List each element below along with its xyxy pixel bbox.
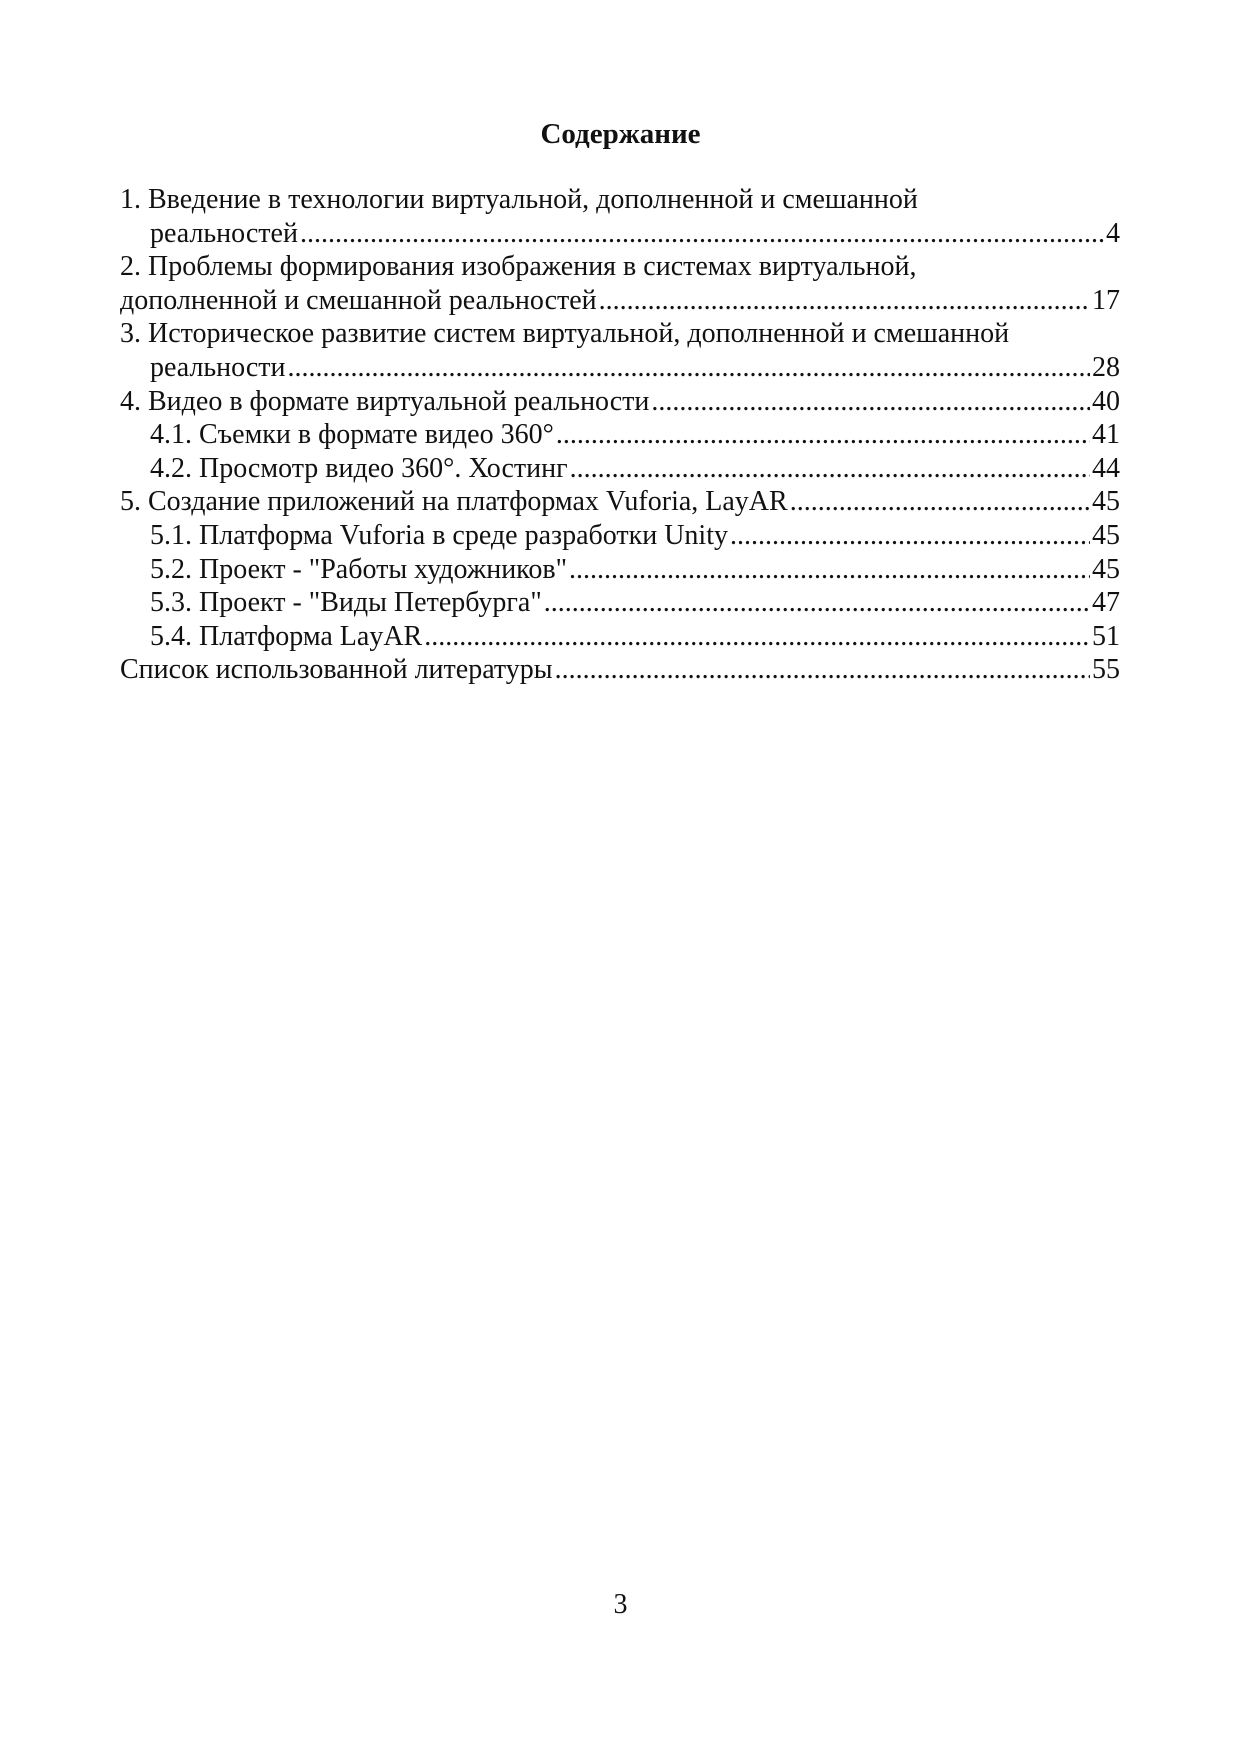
dot-leader [790,485,1090,519]
toc-entry[interactable] [120,183,1120,250]
dot-leader [570,452,1090,486]
toc-entry[interactable] [120,385,1120,419]
toc-entry[interactable] [120,250,1120,317]
dot-leader [288,351,1090,385]
toc-subentry[interactable] [120,418,1120,452]
toc-page-number: 44 [1092,452,1120,484]
toc-entry-line: 5.1. Платформа Vuforia в среде разработки Unity [150,519,728,551]
toc-subentry[interactable] [120,586,1120,620]
toc-entry-line: 3. Историческое развитие систем виртуальной, дополненной и смешанной [120,318,1010,350]
toc-page-number: 41 [1092,419,1120,451]
dot-leader [555,653,1090,687]
toc-subentry[interactable] [120,452,1120,486]
toc-page-number: 45 [1092,519,1120,551]
toc-page-number: 47 [1092,587,1120,619]
toc-entry-line: реальностей [150,217,298,249]
toc-entry-line: 5.3. Проект - "Виды Петербурга" [150,587,542,619]
toc-page-number: 17 [1092,284,1120,316]
toc-subentry[interactable] [120,519,1120,553]
toc-entry[interactable] [120,485,1120,519]
toc-entry-line: 4.2. Просмотр видео 360°. Хостинг [150,452,568,484]
toc-page-number: 4 [1106,217,1120,249]
toc-subentry[interactable] [120,620,1120,654]
page-number: 3 [613,1589,628,1620]
toc-entry-line: дополненной и смешанной реальностей [120,284,597,316]
toc-page-number: 51 [1092,620,1120,652]
toc-entry-line: 4. Видео в формате виртуальной реальности [120,385,650,417]
dot-leader [300,217,1104,251]
toc-entry[interactable] [120,317,1120,384]
dot-leader [651,385,1090,419]
toc-title: Содержание [540,118,701,150]
toc-entry-line: 5.2. Проект - "Работы художников" [150,553,568,585]
dot-leader [730,519,1090,553]
dot-leader [556,418,1090,452]
dot-leader [599,284,1090,318]
toc-page-number: 55 [1092,654,1120,686]
toc-entry-line: Список использованной литературы [120,654,553,686]
toc-entry-line: 2. Проблемы формирования изображения в системах виртуальной, [120,251,917,283]
toc-page-number: 28 [1092,351,1120,383]
toc-entry-bibliography[interactable] [120,653,1120,687]
toc-entry-line: 5. Создание приложений на платформах Vuforia, LayAR [120,486,788,518]
toc-entry-line: 4.1. Съемки в формате видео 360° [150,419,554,451]
toc-entry-line: реальности [150,351,286,383]
toc-entry-line: 5.4. Платформа LayAR [150,620,423,652]
dot-leader [544,586,1090,620]
toc-page-number: 45 [1092,553,1120,585]
toc-page-number: 40 [1092,385,1120,417]
table-of-contents [120,183,1120,687]
toc-entry-line: 1. Введение в технологии виртуальной, дополненной и смешанной [120,184,918,215]
toc-page-number: 45 [1092,486,1120,518]
dot-leader [569,553,1090,587]
toc-subentry[interactable] [120,553,1120,587]
dot-leader [424,620,1090,654]
